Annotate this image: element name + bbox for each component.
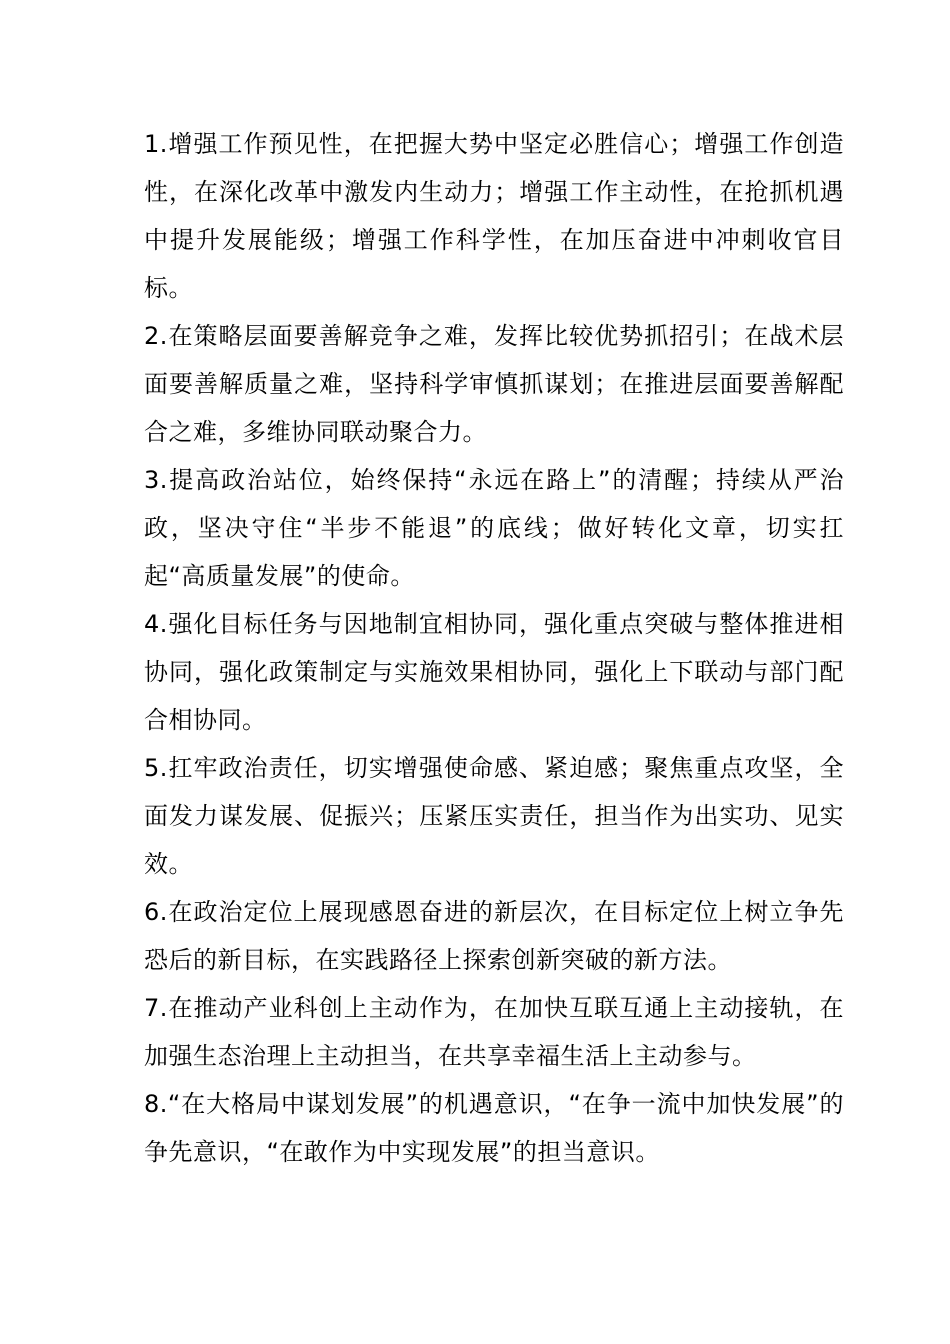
paragraph-4: 4.强化目标任务与因地制宜相协同，强化重点突破与整体推进相协同，强化政策制定与实施效果相协同，强化上下联动与部门配合相协同。 xyxy=(144,610,844,734)
paragraph-5: 5.扛牢政治责任，切实增强使命感、紧迫感；聚焦重点攻坚，全面发力谋发展、促振兴；压紧压实责任，担当作为出实功、见实效。 xyxy=(144,754,844,878)
paragraph-2: 2.在策略层面要善解竞争之难，发挥比较优势抓招引；在战术层面要善解质量之难，坚持科学审慎抓谋划；在推进层面要善解配合之难，多维协同联动聚合力。 xyxy=(144,322,844,446)
paragraph-6: 6.在政治定位上展现感恩奋进的新层次，在目标定位上树立争先恐后的新目标，在实践路径上探索创新突破的新方法。 xyxy=(144,898,844,974)
document-body xyxy=(144,120,844,1176)
paragraph-1: 1.增强工作预见性，在把握大势中坚定必胜信心；增强工作创造性，在深化改革中激发内生动力；增强工作主动性，在抢抓机遇中提升发展能级；增强工作科学性，在加压奋进中冲刺收官目标。 xyxy=(144,130,844,302)
paragraph-7: 7.在推动产业科创上主动作为，在加快互联互通上主动接轨，在加强生态治理上主动担当，在共享幸福生活上主动参与。 xyxy=(144,994,844,1070)
paragraph-8: 8.“在大格局中谋划发展”的机遇意识，“在争一流中加快发展”的争先意识，“在敢作为中实现发展”的担当意识。 xyxy=(144,1090,844,1166)
paragraph-3: 3.提高政治站位，始终保持“永远在路上”的清醒；持续从严治政，坚决守住“半步不能退”的底线；做好转化文章，切实扛起“高质量发展”的使命。 xyxy=(144,466,844,590)
